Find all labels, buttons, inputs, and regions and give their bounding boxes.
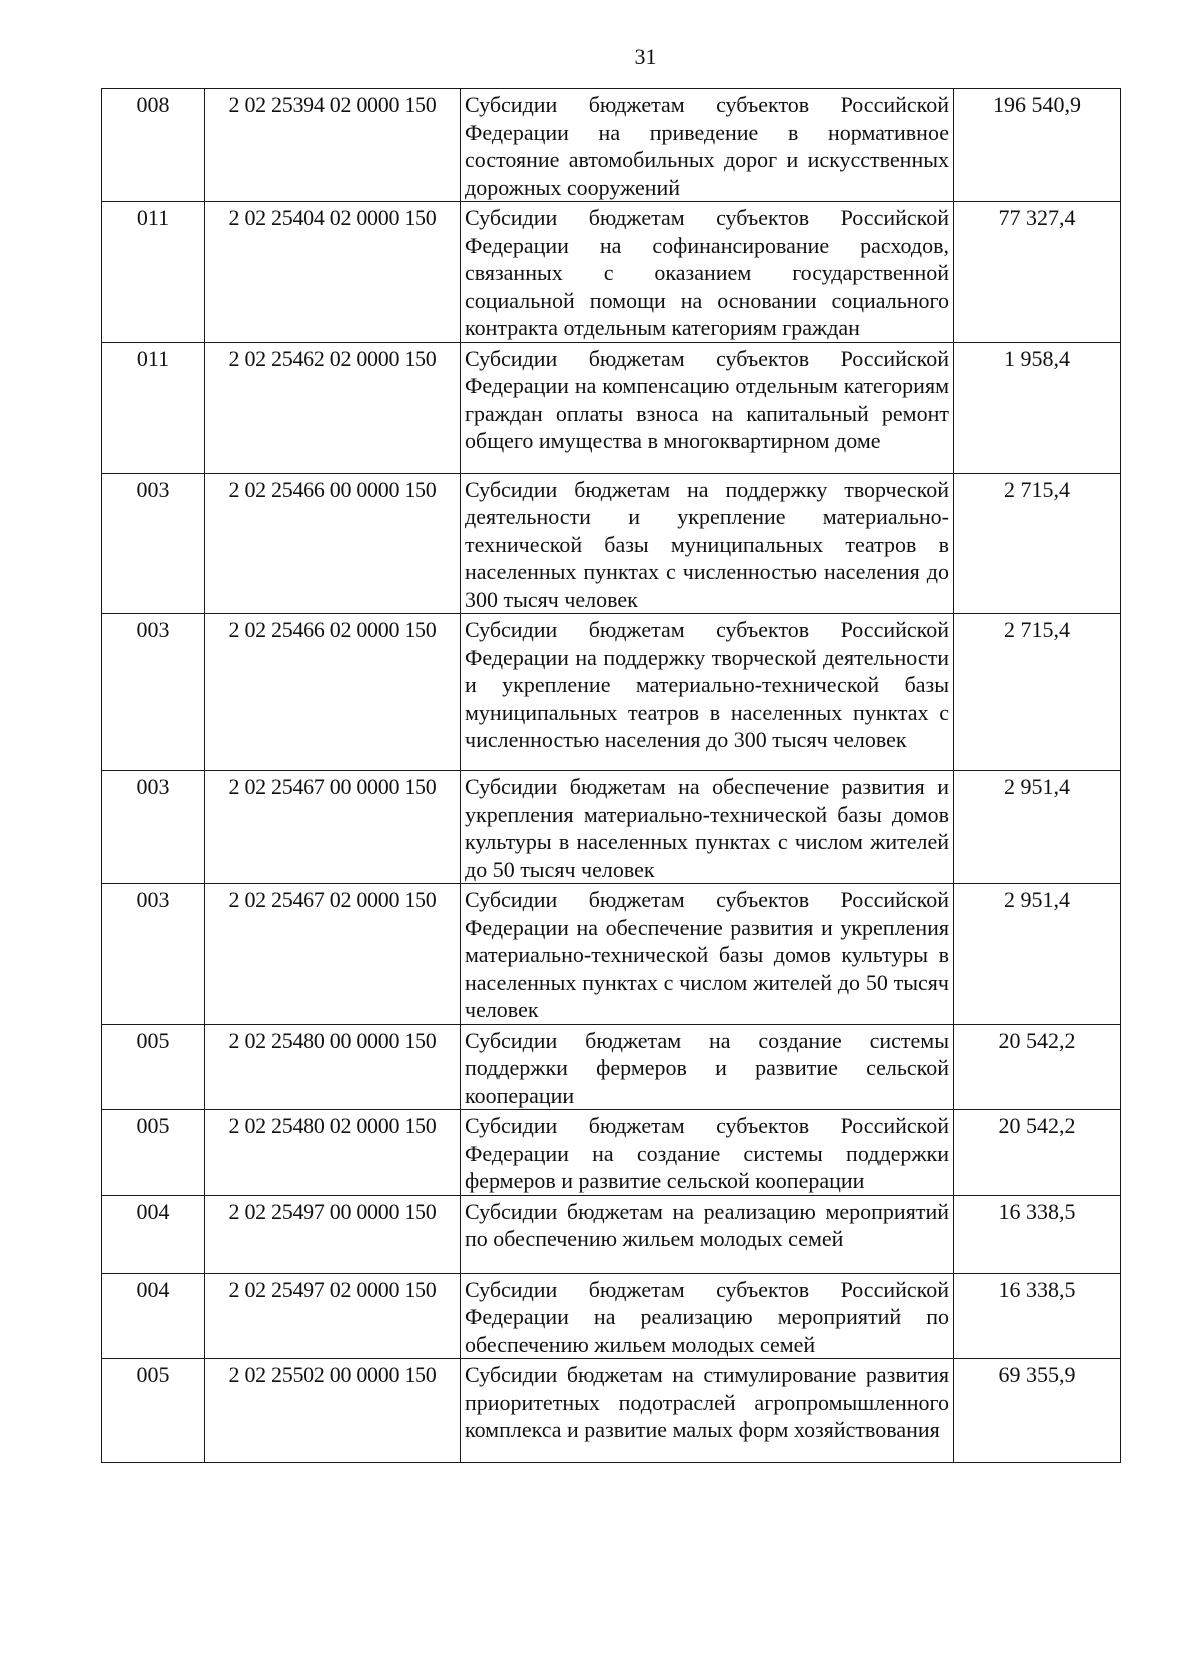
- description-cell: Субсидии бюджетам на создание системы поддержки фермеров и развитие сельской кооперации: [461, 1024, 954, 1110]
- description-cell: Субсидии бюджетам субъектов Российской Федерации на поддержку творческой деятельности и укрепление материально-технической базы муниципальных театров в населенных пунктах с численностью населения до 300 тысяч человек: [461, 614, 954, 771]
- budget-code-cell: 008: [102, 89, 205, 202]
- budget-table: [101, 88, 1121, 1463]
- amount-cell: 2 951,4: [954, 771, 1121, 884]
- description-cell: Субсидии бюджетам субъектов Российской Федерации на обеспечение развития и укрепления материально-технической базы домов культуры в населенных пунктах с числом жителей до 50 тысяч человек: [461, 884, 954, 1025]
- amount-cell: 2 715,4: [954, 614, 1121, 771]
- kbk-code-cell: 2 02 25466 00 0000 150: [205, 473, 461, 614]
- kbk-code-cell: 2 02 25497 02 0000 150: [205, 1273, 461, 1359]
- kbk-code-cell: 2 02 25404 02 0000 150: [205, 202, 461, 343]
- amount-cell: 2 715,4: [954, 473, 1121, 614]
- amount-cell: 196 540,9: [954, 89, 1121, 202]
- amount-cell: 2 951,4: [954, 884, 1121, 1025]
- budget-code-cell: 003: [102, 884, 205, 1025]
- description-cell: Субсидии бюджетам субъектов Российской Федерации на создание системы поддержки фермеров и развитие сельской кооперации: [461, 1110, 954, 1196]
- description-cell: Субсидии бюджетам на обеспечение развития и укрепления материально-технической базы домов культуры в населенных пунктах с числом жителей до 50 тысяч человек: [461, 771, 954, 884]
- description-cell: Субсидии бюджетам на реализацию мероприятий по обеспечению жильем молодых семей: [461, 1195, 954, 1273]
- kbk-code-cell: 2 02 25466 02 0000 150: [205, 614, 461, 771]
- table-row: [102, 884, 1121, 1025]
- budget-code-cell: 004: [102, 1195, 205, 1273]
- budget-code-cell: 003: [102, 771, 205, 884]
- budget-code-cell: 005: [102, 1024, 205, 1110]
- amount-cell: 1 958,4: [954, 342, 1121, 473]
- amount-cell: 16 338,5: [954, 1273, 1121, 1359]
- kbk-code-cell: 2 02 25480 02 0000 150: [205, 1110, 461, 1196]
- amount-cell: 69 355,9: [954, 1359, 1121, 1463]
- budget-code-cell: 011: [102, 342, 205, 473]
- table-row: [102, 1195, 1121, 1273]
- amount-cell: 16 338,5: [954, 1195, 1121, 1273]
- table-row: [102, 202, 1121, 343]
- table-row: [102, 1359, 1121, 1463]
- description-cell: Субсидии бюджетам на стимулирование развития приоритетных подотраслей агропромышленного комплекса и развитие малых форм хозяйствования: [461, 1359, 954, 1463]
- kbk-code-cell: 2 02 25497 00 0000 150: [205, 1195, 461, 1273]
- description-cell: Субсидии бюджетам субъектов Российской Федерации на реализацию мероприятий по обеспечению жильем молодых семей: [461, 1273, 954, 1359]
- budget-table-body: [102, 89, 1121, 1463]
- table-row: [102, 473, 1121, 614]
- kbk-code-cell: 2 02 25462 02 0000 150: [205, 342, 461, 473]
- kbk-code-cell: 2 02 25467 02 0000 150: [205, 884, 461, 1025]
- amount-cell: 20 542,2: [954, 1110, 1121, 1196]
- description-cell: Субсидии бюджетам субъектов Российской Федерации на компенсацию отдельным категориям граждан оплаты взноса на капитальный ремонт общего имущества в многоквартирном доме: [461, 342, 954, 473]
- budget-code-cell: 004: [102, 1273, 205, 1359]
- table-row: [102, 342, 1121, 473]
- kbk-code-cell: 2 02 25502 00 0000 150: [205, 1359, 461, 1463]
- description-cell: Субсидии бюджетам на поддержку творческой деятельности и укрепление материально-технической базы муниципальных театров в населенных пунктах с численностью населения до 300 тысяч человек: [461, 473, 954, 614]
- table-row: [102, 1273, 1121, 1359]
- description-cell: Субсидии бюджетам субъектов Российской Федерации на софинансирование расходов, связанных с оказанием государственной социальной помощи на основании социального контракта отдельным категориям граждан: [461, 202, 954, 343]
- kbk-code-cell: 2 02 25467 00 0000 150: [205, 771, 461, 884]
- kbk-code-cell: 2 02 25480 00 0000 150: [205, 1024, 461, 1110]
- table-row: [102, 614, 1121, 771]
- table-row: [102, 1110, 1121, 1196]
- description-cell: Субсидии бюджетам субъектов Российской Федерации на приведение в нормативное состояние автомобильных дорог и искусственных дорожных сооружений: [461, 89, 954, 202]
- table-row: [102, 1024, 1121, 1110]
- table-row: [102, 89, 1121, 202]
- amount-cell: 20 542,2: [954, 1024, 1121, 1110]
- budget-code-cell: 011: [102, 202, 205, 343]
- amount-cell: 77 327,4: [954, 202, 1121, 343]
- budget-code-cell: 005: [102, 1359, 205, 1463]
- table-row: [102, 771, 1121, 884]
- kbk-code-cell: 2 02 25394 02 0000 150: [205, 89, 461, 202]
- budget-code-cell: 003: [102, 614, 205, 771]
- budget-code-cell: 003: [102, 473, 205, 614]
- page-number: 31: [634, 44, 657, 69]
- budget-code-cell: 005: [102, 1110, 205, 1196]
